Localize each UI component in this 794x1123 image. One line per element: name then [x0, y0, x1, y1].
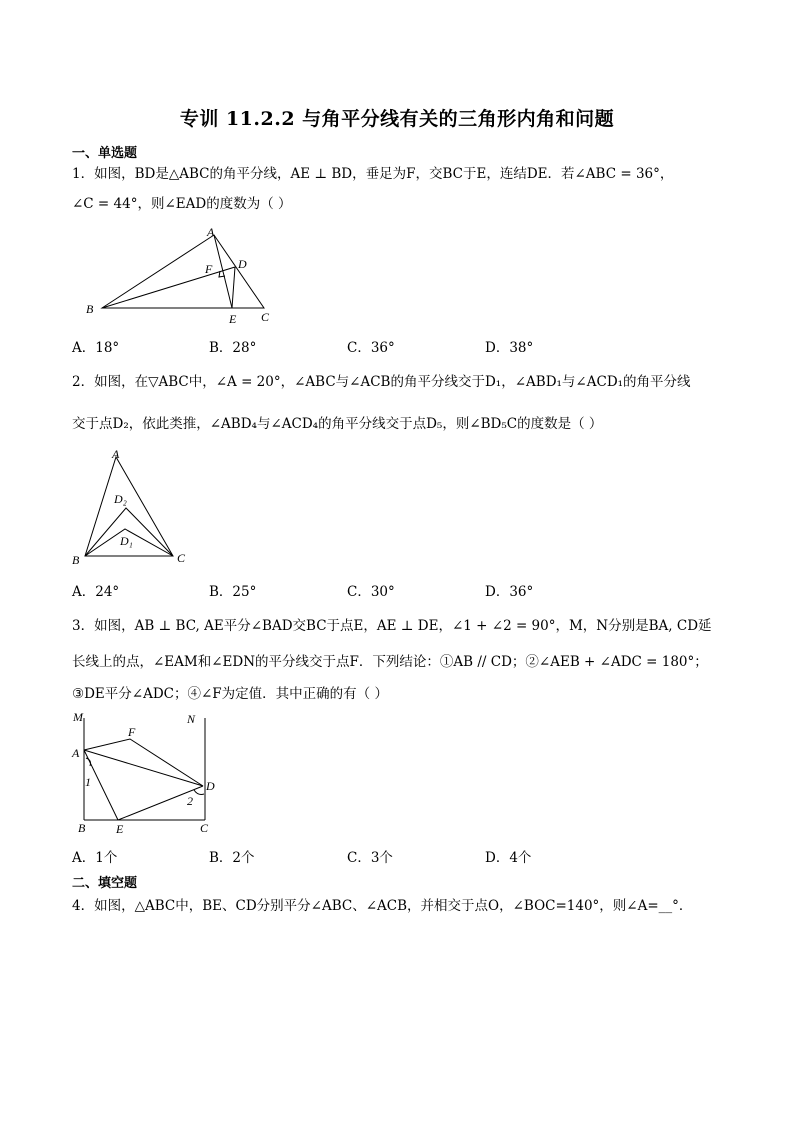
label-d1: D₁	[120, 534, 133, 548]
question-2-line-2: 交于点D₂，依此类推，∠ABD₄与∠ACD₄的角平分线交于点D₅，则∠BD₅C的度数是（ ）	[72, 416, 603, 432]
label-d: D	[238, 257, 247, 271]
angle-2-arc	[194, 790, 204, 795]
page-title: 专训 11.2.2 与角平分线有关的三角形内角和问题	[179, 108, 615, 130]
label-c: C	[177, 551, 186, 565]
segment-de	[232, 267, 235, 308]
question-1-figure	[72, 222, 292, 330]
label-angle-1: 1	[85, 775, 91, 789]
label-c: C	[261, 310, 270, 324]
question-2-line-1: 2．如图，在▽ABC中，∠A = 20°，∠ABC与∠ACB的角平分线交于D₁，∠ABD₁与∠ACD₁的角平分线	[72, 374, 691, 390]
label-b: B	[86, 302, 94, 316]
label-angle-2: 2	[187, 794, 193, 808]
question-2-option-b[interactable]: B．25°	[209, 584, 257, 600]
label-f: F	[205, 262, 213, 276]
segments-af-fd	[84, 739, 203, 786]
question-1-line-1: 1．如图，BD是△ABC的角平分线，AE ⊥ BD，垂足为F，交BC于E，连结DE．若∠ABC = 36°，	[72, 166, 674, 182]
question-1-line-2: ∠C = 44°，则∠EAD的度数为（ ）	[72, 196, 292, 212]
question-3-option-b[interactable]: B．2个	[209, 850, 255, 866]
label-c: C	[200, 821, 209, 835]
label-f: F	[128, 725, 136, 739]
question-2-figure	[72, 446, 202, 570]
question-3-option-d[interactable]: D．4个	[485, 850, 532, 866]
label-a: A	[112, 447, 120, 461]
question-1-option-b[interactable]: B．28°	[209, 340, 257, 356]
question-1-option-c[interactable]: C．36°	[347, 340, 395, 356]
label-b: B	[78, 821, 86, 835]
question-1-option-a[interactable]: A．18°	[72, 340, 120, 356]
label-n: N	[187, 712, 196, 726]
label-d: D	[206, 779, 215, 793]
question-2-option-c[interactable]: C．30°	[347, 584, 395, 600]
question-3-option-c[interactable]: C．3个	[347, 850, 393, 866]
label-a: A	[72, 746, 80, 760]
section-heading-fill-in: 二、填空题	[72, 876, 138, 891]
question-1-option-d[interactable]: D．38°	[485, 340, 534, 356]
question-2-option-d[interactable]: D．36°	[485, 584, 534, 600]
label-a: A	[207, 225, 215, 239]
segment-ad	[84, 750, 203, 786]
question-3-option-a[interactable]: A．1个	[72, 850, 118, 866]
section-heading-single-choice: 一、单选题	[72, 146, 138, 161]
triangle-abc	[102, 235, 264, 308]
segment-ae	[214, 235, 232, 308]
label-d2: D₂	[114, 492, 127, 506]
label-b: B	[72, 553, 80, 567]
label-m: M	[73, 710, 83, 724]
question-3-figure	[70, 708, 230, 838]
question-3-line-3: ③DE平分∠ADC；④∠F为定值．其中正确的有（ ）	[72, 686, 388, 702]
label-e: E	[116, 822, 124, 836]
angle-1-arc	[86, 758, 91, 766]
question-2-option-a[interactable]: A．24°	[72, 584, 120, 600]
question-3-line-2: 长线上的点，∠EAM和∠EDN的平分线交于点F．下列结论：①AB // CD；②∠AEB + ∠ADC = 180°；	[72, 654, 708, 670]
label-e: E	[229, 312, 237, 326]
question-4-line-1: 4．如图，△ABC中，BE、CD分别平分∠ABC、∠ACB，并相交于点O，∠BOC=140°，则∠A=__°．	[72, 898, 693, 914]
bisector-bd	[102, 267, 235, 308]
question-3-line-1: 3．如图，AB ⊥ BC, AE平分∠BAD交BC于点E，AE ⊥ DE，∠1 + ∠2 = 90°，M，N分别是BA, CD延	[72, 618, 712, 634]
